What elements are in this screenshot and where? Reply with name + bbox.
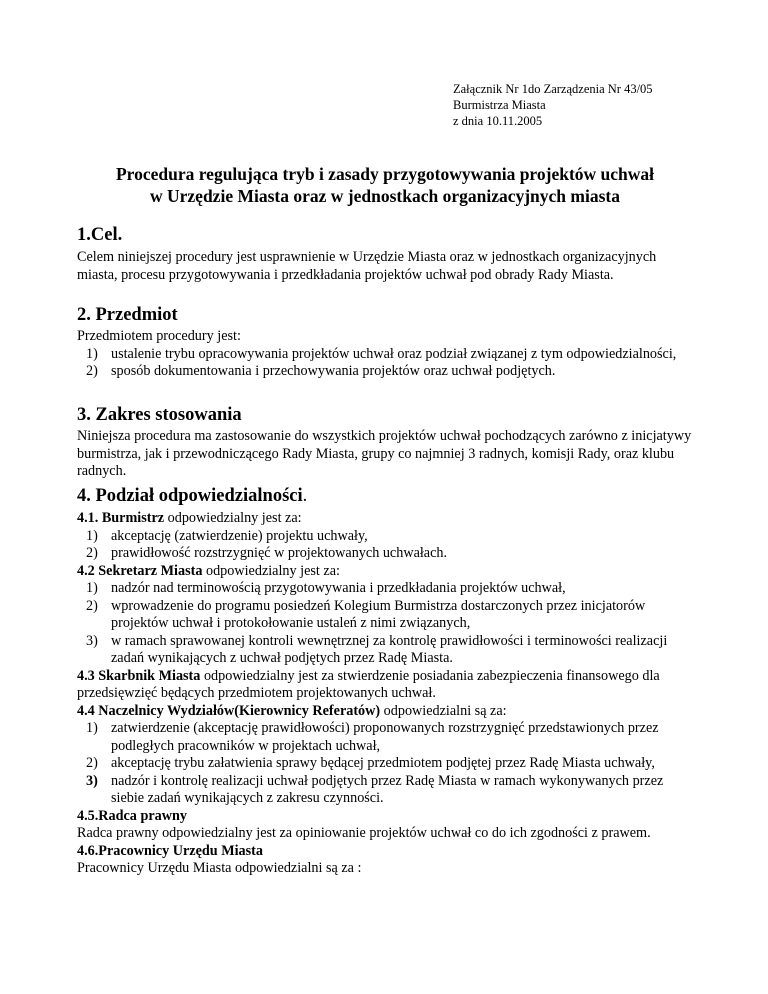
subsection-4-5-text: Radca prawny odpowiedzialny jest za opiniowanie projektów uchwał co do ich zgodności z prawem.	[77, 825, 651, 841]
attachment-note	[453, 81, 653, 129]
list-item-text: prawidłowość rozstrzygnięć w projektowanych uchwałach.	[111, 545, 448, 561]
subsection-4-4-label: 4.4 Naczelnicy Wydziałów(Kierownicy Referatów)	[77, 702, 381, 719]
subsection-4-3	[77, 668, 692, 703]
section-2-body	[77, 328, 692, 381]
list-item	[77, 755, 692, 773]
section-3-heading: 3. Zakres stosowania	[77, 405, 242, 425]
list-item	[77, 773, 692, 808]
list-item-number: 1)	[86, 527, 98, 544]
list-item-number: 1)	[86, 720, 98, 736]
subsection-4-2-list	[77, 580, 692, 668]
subsection-4-2-label: 4.2 Sekretarz Miasta	[77, 562, 203, 579]
document-title-line-1: Procedura regulująca tryb i zasady przygotowywania projektów uchwał	[115, 164, 655, 184]
list-item-text: zatwierdzenie (akceptację prawidłowości) proponowanych rozstrzygnięć przedstawionych przez podległych pracowników w projektach uchwał,	[111, 720, 659, 754]
list-item-number: 2)	[86, 597, 98, 614]
list-item-text: wprowadzenie do programu posiedzeń Kolegium Burmistrza dostarczonych przez inicjatorów projektów uchwał i protokołowanie ustaleń z nimi związanych,	[111, 597, 646, 631]
list-item	[77, 346, 692, 364]
section-2-intro: Przedmiotem procedury jest:	[77, 328, 241, 344]
attachment-note-line-2: Burmistrza Miasta	[453, 98, 546, 112]
subsection-4-1-text: odpowiedzialny jest za:	[164, 510, 302, 526]
subsection-4-1-list	[77, 528, 692, 563]
list-item-text: ustalenie trybu opracowywania projektów uchwał oraz podział związanej z tym odpowiedzialności,	[111, 345, 677, 362]
list-item-number: 3)	[86, 772, 98, 789]
list-item-text: w ramach sprawowanej kontroli wewnętrznej za kontrolę prawidłowości i terminowości realizacji zadań wynikających z uchwał podjętych przez Radę Miasta.	[111, 632, 668, 666]
list-item	[77, 633, 692, 668]
list-item-number: 2)	[86, 363, 98, 379]
list-item-number: 1)	[86, 345, 98, 362]
section-4-heading-text: 4. Podział odpowiedzialności	[77, 486, 303, 506]
subsection-4-5-label-text: 4.5.Radca prawny	[77, 807, 187, 824]
list-item	[77, 720, 692, 755]
section-1-text: Celem niniejszej procedury jest usprawnienie w Urzędzie Miasta oraz w jednostkach organizacyjnych miasta, procesu przygotowywania i przedkładania projektów uchwał pod obrady Rady Miasta.	[77, 249, 657, 283]
list-item-text: akceptację trybu załatwienia sprawy będącej przedmiotem podjętej przez Radę Miasta uchwały,	[111, 755, 655, 771]
section-2-heading: 2. Przedmiot	[77, 305, 178, 325]
list-item-number: 3)	[86, 632, 98, 649]
list-item-number: 2)	[86, 545, 98, 561]
subsection-4-4-text: odpowiedzialni są za:	[380, 702, 507, 719]
section-1-heading: 1.Cel.	[77, 225, 123, 245]
attachment-note-line-3: z dnia 10.11.2005	[453, 114, 543, 128]
subsection-4-2-text: odpowiedzialny jest za:	[202, 562, 340, 579]
section-2-list	[77, 346, 692, 381]
list-item-text: nadzór i kontrolę realizacji uchwał podjętych przez Radę Miasta w ramach wykonywanych przez siebie zadań wynikających z zakresu czynności.	[111, 772, 664, 806]
subsection-4-1-label: 4.1. Burmistrz	[77, 510, 165, 526]
section-4-heading-dot: .	[302, 486, 308, 506]
list-item-number: 1)	[86, 580, 98, 596]
section-4-heading	[77, 486, 307, 507]
list-item	[77, 528, 692, 546]
list-item	[77, 580, 692, 598]
list-item-text: sposób dokumentowania i przechowywania projektów oraz uchwał podjętych.	[111, 363, 556, 379]
document-title-line-2: w Urzędzie Miasta oraz w jednostkach organizacyjnych miasta	[150, 186, 620, 206]
subsection-4-4	[77, 703, 692, 721]
subsection-4-1	[77, 510, 692, 528]
subsection-4-5-label	[77, 808, 692, 826]
list-item	[77, 598, 692, 633]
subsection-4-6-label	[77, 843, 692, 861]
subsection-4-4-list	[77, 720, 692, 808]
list-item	[77, 363, 692, 381]
document-title	[60, 163, 710, 207]
subsection-4-6-text: Pracownicy Urzędu Miasta odpowiedzialni są za :	[77, 860, 362, 876]
list-item-text: akceptację (zatwierdzenie) projektu uchwały,	[111, 527, 368, 544]
section-3-text: Niniejsza procedura ma zastosowanie do wszystkich projektów uchwał pochodzących zarówno z inicjatywy burmistrza, jak i przewodniczącego Rady Miasta, grupy co najmniej 3 radnych, komisji Rady, oraz klubu radnych.	[77, 428, 692, 479]
subsection-4-3-label: 4.3 Skarbnik Miasta	[77, 667, 201, 684]
subsection-4-3-text: odpowiedzialny jest za stwierdzenie posiadania zabezpieczenia finansowego dla przedsięwzięć będących przedmiotem projektowanych uchwał.	[77, 667, 660, 701]
list-item	[77, 545, 692, 563]
subsection-4-6-label-text: 4.6.Pracownicy Urzędu Miasta	[77, 842, 263, 859]
attachment-note-line-1: Załącznik Nr 1do Zarządzenia Nr 43/05	[453, 82, 653, 96]
section-4-body	[77, 510, 692, 878]
list-item-number: 2)	[86, 755, 98, 771]
list-item-text: nadzór nad terminowością przygotowywania i przedkładania projektów uchwał,	[111, 580, 566, 596]
subsection-4-2	[77, 563, 692, 581]
